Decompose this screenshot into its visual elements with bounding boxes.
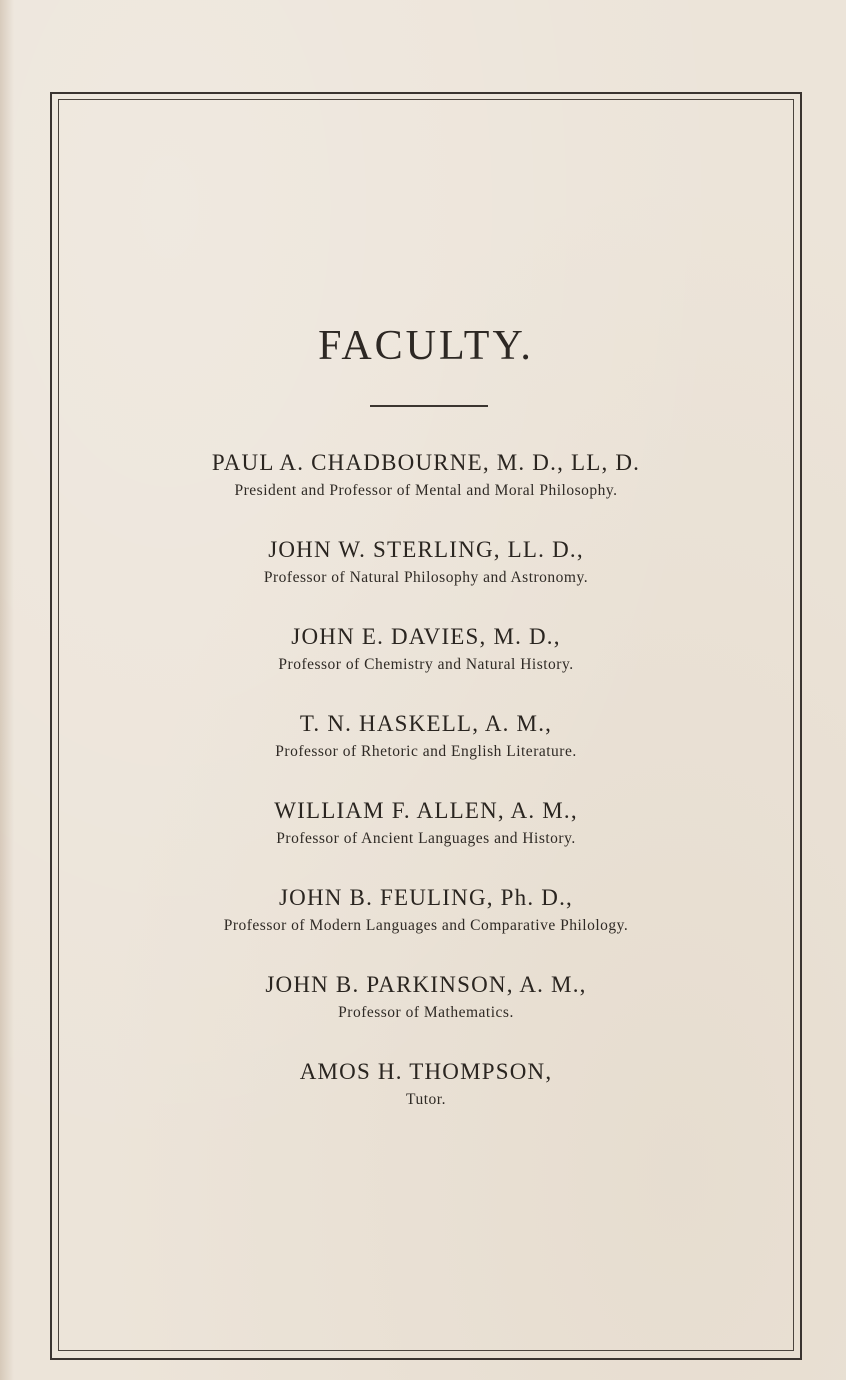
faculty-role: Tutor. [406,1091,446,1108]
faculty-name: JOHN E. DAVIES, M. D., [291,624,561,649]
faculty-entry [60,709,792,763]
faculty-role: Professor of Chemistry and Natural History. [278,656,574,673]
faculty-entry [60,883,792,937]
faculty-name: PAUL A. CHADBOURNE, M. D., LL, D. [211,450,641,475]
faculty-name: JOHN W. STERLING, LL. D., [268,537,584,562]
page-title: FACULTY. [318,323,534,369]
faculty-entry [60,796,792,850]
faculty-entry [60,448,792,502]
faculty-name: AMOS H. THOMPSON, [299,1059,553,1084]
faculty-entry [60,970,792,1024]
faculty-name: JOHN B. FEULING, Ph. D., [279,885,573,910]
faculty-role: Professor of Rhetoric and English Literature. [275,743,577,760]
faculty-entry [60,1057,792,1111]
faculty-role: Professor of Ancient Languages and History. [276,830,576,847]
faculty-entry [60,622,792,676]
title-rule [370,405,488,407]
faculty-name: JOHN B. PARKINSON, A. M., [265,972,587,997]
faculty-role: Professor of Natural Philosophy and Astronomy. [263,569,589,586]
faculty-name: WILLIAM F. ALLEN, A. M., [274,798,578,823]
faculty-role: President and Professor of Mental and Moral Philosophy. [234,482,618,499]
spine-shadow [0,0,14,1380]
faculty-entry [60,535,792,589]
faculty-role: Professor of Mathematics. [338,1004,514,1021]
faculty-role: Professor of Modern Languages and Comparative Philology. [223,917,629,934]
faculty-name: T. N. HASKELL, A. M., [299,711,553,736]
